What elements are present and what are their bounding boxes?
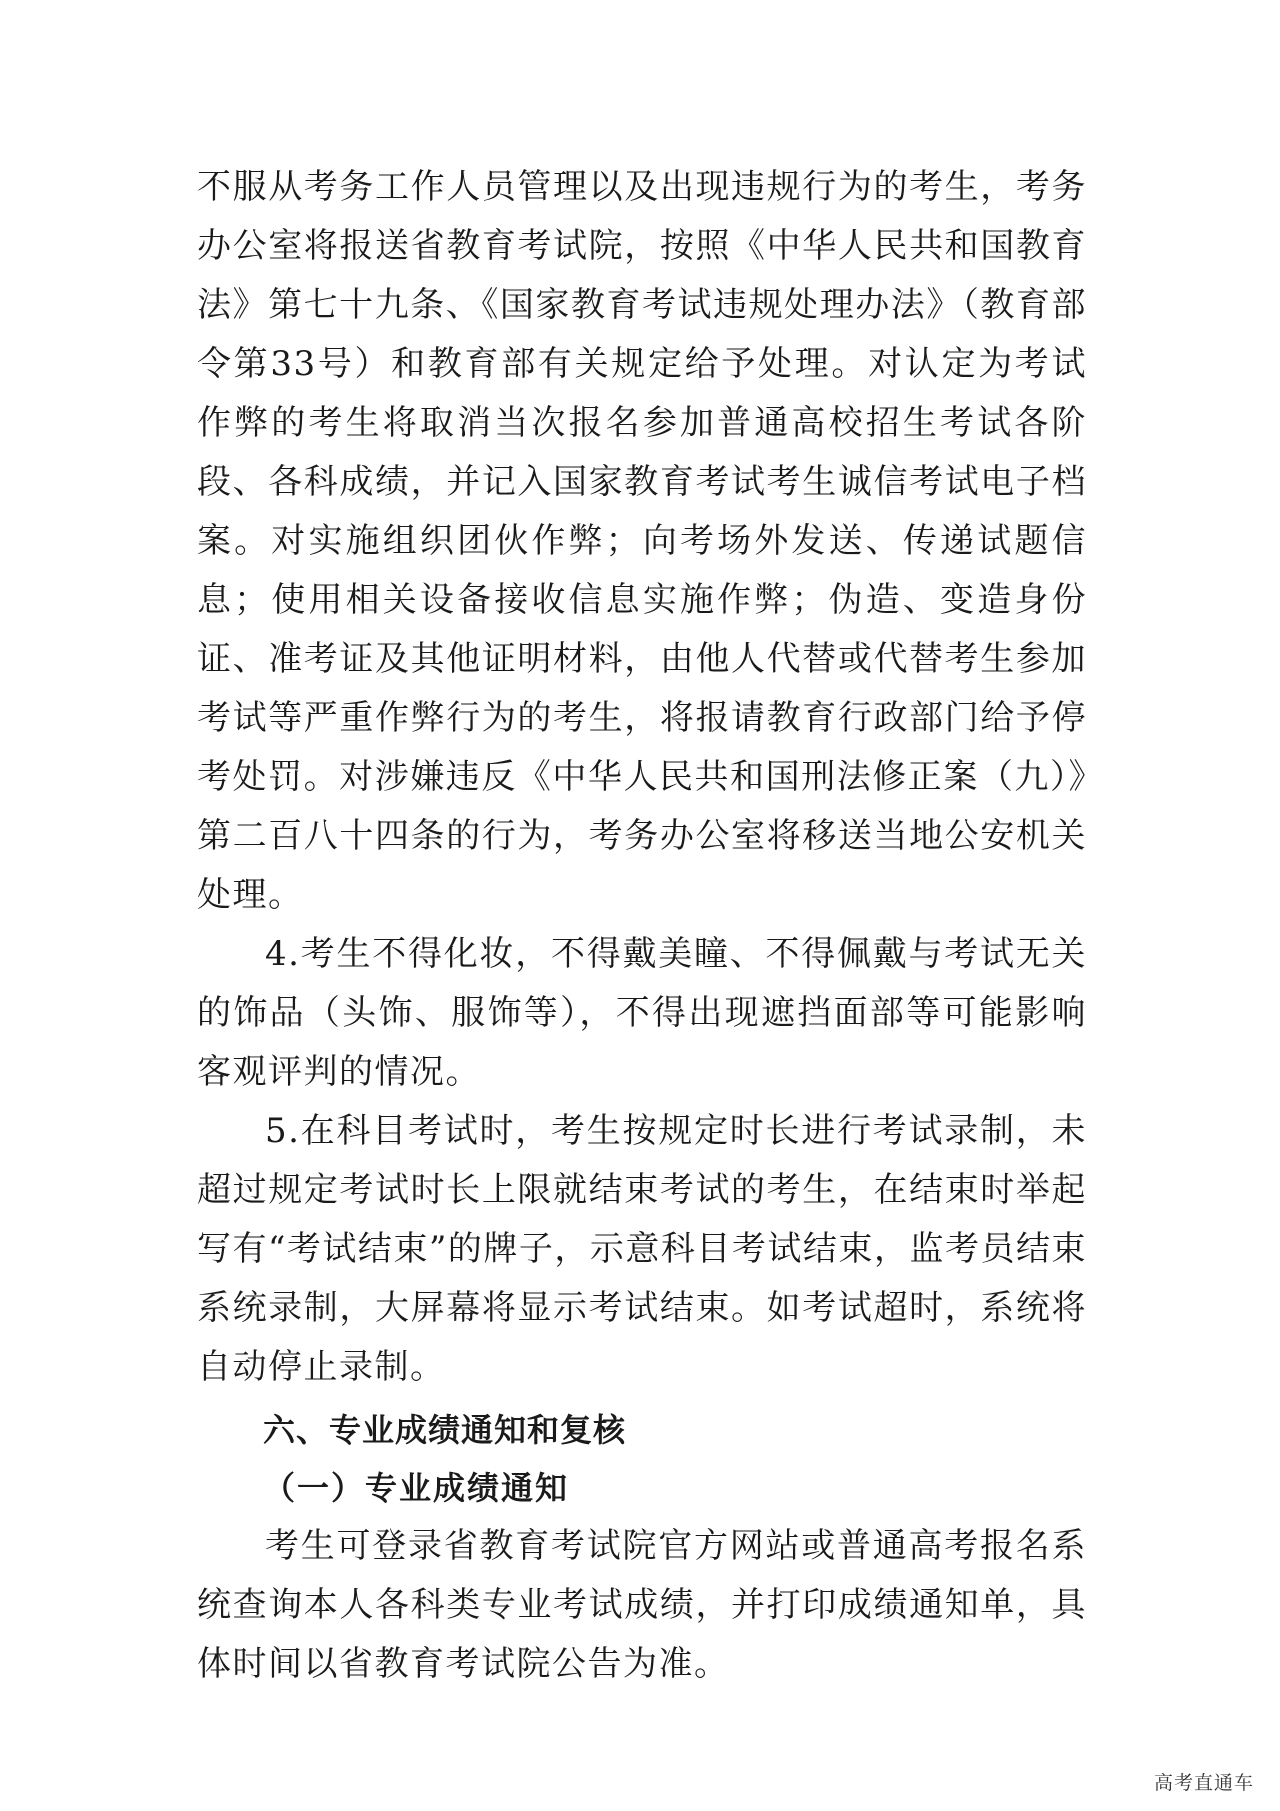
document-page — [197, 158, 1087, 1694]
watermark-text: 高考直通车 — [1153, 1772, 1254, 1794]
paragraph-item-4: 4.考生不得化妆，不得戴美瞳、不得佩戴与考试无关的饰品（头饰、服饰等），不得出现遮挡面部等可能影响客观评判的情况。 — [197, 934, 1087, 1092]
paragraph-score-notice: 考生可登录省教育考试院官方网站或普通高考报名系统查询本人各科类专业考试成绩，并打印成绩通知单，具体时间以省教育考试院公告为准。 — [197, 1526, 1087, 1684]
subsection-heading: （一）专业成绩通知 — [263, 1469, 570, 1507]
paragraph-item-5: 5.在科目考试时，考生按规定时长进行考试录制，未超过规定考试时长上限就结束考试的考生，在结束时举起写有“考试结束”的牌子，示意科目考试结束，监考员结束系统录制，大屏幕将显示考试结束。如考试超时，系统将自动停止录制。 — [197, 1111, 1087, 1387]
section-heading: 六、专业成绩通知和复核 — [263, 1411, 627, 1449]
paragraph-continued: 不服从考务工作人员管理以及出现违规行为的考生，考务办公室将报送省教育考试院，按照《中华人民共和国教育法》第七十九条、《国家教育考试违规处理办法》（教育部令第33号）和教育部有关规定给予处理。对认定为考试作弊的考生将取消当次报名参加普通高校招生考试各阶段、各科成绩，并记入国家教育考试考生诚信考试电子档案。对实施组织团伙作弊；向考场外发送、传递试题信息；使用相关设备接收信息实施作弊；伪造、变造身份证、准考证及其他证明材料，由他人代替或代替考生参加考试等严重作弊行为的考生，将报请教育行政部门给予停考处罚。对涉嫌违反《中华人民共和国刑法修正案（九）》第二百八十四条的行为，考务办公室将移送当地公安机关处理。 — [197, 167, 1087, 915]
